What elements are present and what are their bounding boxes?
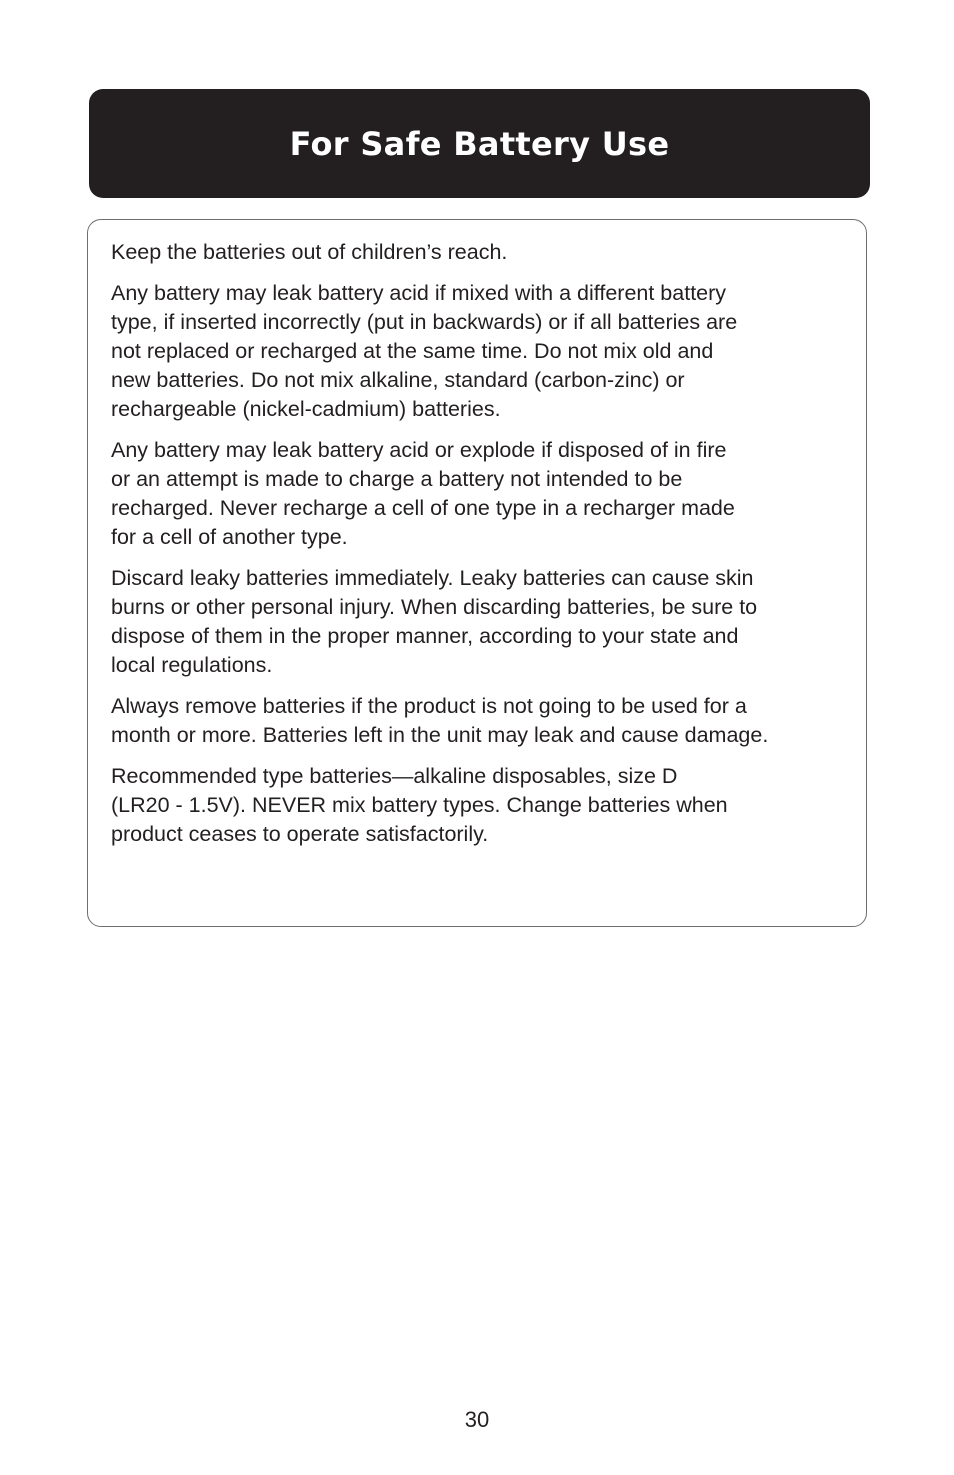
paragraph-children-reach: Keep the batteries out of children’s reach.: [111, 240, 508, 264]
paragraph-leaky-batteries: Discard leaky batteries immediately. Leaky batteries can cause skin burns or other personal injury. When discarding batteries, be sure to dispose of them in the proper manner, according to your state and local regulations.: [111, 566, 758, 677]
section-header-bar: [89, 89, 870, 198]
paragraph-disposal-fire: Any battery may leak battery acid or explode if disposed of in fire or an attempt is made to charge a battery not intended to be recharged. Never recharge a cell of one type in a recharger made for a cell of another type.: [111, 438, 735, 549]
safety-content-box: [87, 219, 867, 927]
paragraph-recommended-type: Recommended type batteries—alkaline disposables, size D (LR20 - 1.5V). NEVER mix battery types. Change batteries when product ceases to operate satisfactorily.: [111, 764, 728, 846]
paragraph-mixing-batteries: Any battery may leak battery acid if mixed with a different battery type, if inserted incorrectly (put in backwards) or if all batteries are not replaced or recharged at the same time. Do not mix old and new batteries. Do not mix alkaline, standard (carbon-zinc) or rechargeable (nickel-cadmium) batteries.: [111, 281, 738, 421]
page-title: For Safe Battery Use: [289, 124, 670, 163]
paragraph-remove-batteries: Always remove batteries if the product is not going to be used for a month or more. Batteries left in the unit may leak and cause damage.: [111, 694, 769, 747]
page-number: 30: [464, 1407, 490, 1432]
